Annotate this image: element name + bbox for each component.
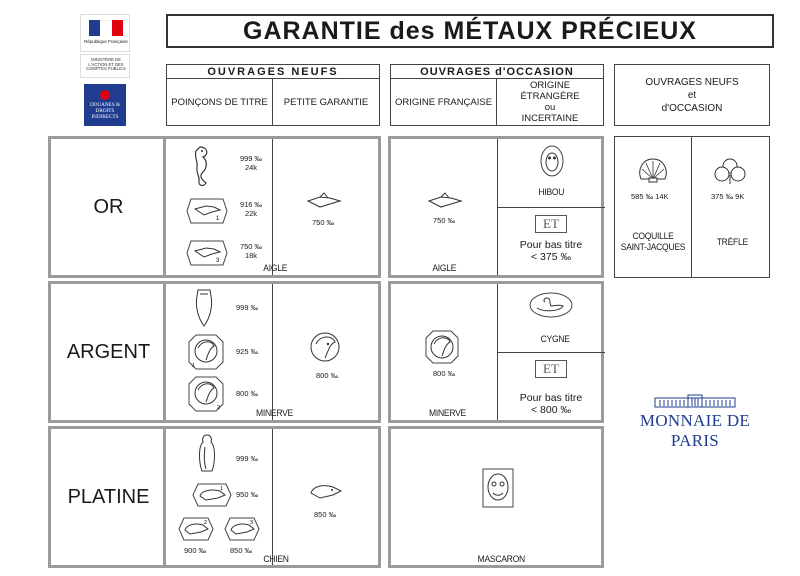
argent-999: 999 ‰ [236,303,259,312]
row-platine-neufs [163,426,381,568]
platine-999: 999 ‰ [236,454,259,463]
aigle-occasion-icon [427,191,465,213]
header-origine-etrangere [497,79,603,125]
row-label-argent [48,281,166,423]
row-argent-neufs [163,281,381,423]
chien-petite-garantie-icon [308,481,344,503]
svg-text:3: 3 [250,520,254,526]
aigle-petite-garantie-icon [306,191,344,213]
header-origine-francaise: ORIGINE FRANÇAISE [391,79,497,125]
header-neufs-occ-line2: et [687,89,697,101]
page-title-text: GARANTIE des MÉTAUX PRÉCIEUX [243,16,697,45]
pingouin-icon [196,433,218,475]
ministere-logo [80,54,130,78]
header-poincons-titre: POINÇONS DE TITRE [167,79,273,125]
chien-850-icon [224,517,260,541]
monnaie-de-paris-logo [616,394,774,450]
row-label-or-text: OR [93,195,124,218]
or-occasion-value: 750 ‰ [433,216,456,225]
svg-text:1: 1 [192,363,196,369]
chien-900-icon [178,517,214,541]
douanes-label: DOUANES & DROITS INDIRECTS [89,102,121,120]
coquille-label: COQUILLE SAINT-JACQUES [620,231,686,253]
hibou-icon [539,145,565,177]
header-origine-etr-line1: ORIGINE [529,80,571,91]
argent-petite-garantie-value: 800 ‰ [316,371,339,380]
mascaron-icon [481,467,515,509]
douanes-logo [84,84,126,126]
header-origine-etr-line4: INCERTAINE [521,113,579,124]
or-916: 916 ‰ 22k [239,200,263,218]
monnaie-de-paris-label: MONNAIE DE PARIS [639,411,751,450]
row-label-argent-text: ARGENT [66,340,151,363]
row-label-platine [48,426,166,568]
chien-950-icon [192,483,232,507]
or-occasion-aigle-label: AIGLE [432,263,457,274]
svg-text:1: 1 [220,486,224,492]
header-neufs-et-occasion [614,64,770,126]
or-999: 999 ‰ 24k [239,154,263,172]
aigle-hexagon-1-icon [186,197,228,225]
cygne-icon [529,292,573,318]
mascaron-label: MASCARON [477,554,525,565]
row-label-platine-text: PLATINE [67,485,150,508]
header-petite-garantie: PETITE GARANTIE [283,96,369,108]
coquille-icon [637,157,669,183]
argent-minerve-label: MINERVE [256,408,293,419]
or-750: 750 ‰ 18k [239,242,263,260]
minerve-800-icon [188,376,224,412]
svg-text:2: 2 [204,520,208,526]
douanes-emblem-icon [100,90,110,100]
amphore-icon [194,288,214,328]
header-neufs-occ-line1: OUVRAGES NEUFS [645,76,739,88]
minerve-petite-garantie-icon [308,330,342,364]
row-or-neufs [163,136,381,278]
row-platine-occasion [388,426,604,568]
monnaie-building-icon [654,394,736,408]
or-aigle-label: AIGLE [263,263,288,274]
trefle-value: 375 ‰ 9K [711,192,745,201]
or-bas-titre: Pour bas titre < 375 ‰ [519,239,583,263]
header-origine-etr-line2: ÉTRANGÈRE [520,91,580,102]
argent-925: 925 ‰ [236,347,259,356]
coquille-value: 585 ‰ 14K [631,192,669,201]
platine-850: 850 ‰ [230,546,253,555]
argent-et-mark: ET [535,360,567,378]
row-or-neufs-occasion [614,136,770,278]
svg-text:2: 2 [217,405,221,411]
row-label-or [48,136,166,278]
platine-petite-garantie-value: 850 ‰ [314,510,337,519]
platine-900: 900 ‰ [184,546,207,555]
argent-occasion-value: 800 ‰ [433,369,456,378]
or-petite-garantie-value: 750 ‰ [312,218,335,227]
minerve-925-icon [188,334,224,370]
row-or-occasion [388,136,604,278]
minerve-occasion-icon [425,330,459,364]
trefle-label: TRÈFLE [716,237,748,248]
or-et-mark: ET [535,215,567,233]
row-argent-occasion [388,281,604,423]
hippocampe-icon [190,145,212,189]
cygne-label: CYGNE [540,334,570,345]
platine-chien-label: CHIEN [263,554,289,565]
header-ouvrages-neufs [166,64,380,126]
trefle-icon [713,157,747,185]
argent-bas-titre: Pour bas titre < 800 ‰ [519,392,583,416]
platine-950: 950 ‰ [236,490,259,499]
ministere-label: MINISTÈRE DE L'ACTION ET DES COMPTES PUBLICS [86,57,126,72]
svg-text:1: 1 [216,216,220,222]
header-neufs-label: OUVRAGES NEUFS [167,65,379,79]
republique-label: République Française [84,39,128,44]
aigle-hexagon-3-icon [186,239,228,267]
republique-francaise-logo [80,14,130,52]
header-ouvrages-occasion [390,64,604,126]
svg-text:3: 3 [216,258,220,264]
hibou-label: HIBOU [538,187,565,198]
header-occasion-label: OUVRAGES d'OCCASION [391,65,603,79]
argent-800: 800 ‰ [236,389,259,398]
page-title [166,14,774,48]
argent-occasion-minerve-label: MINERVE [429,408,466,419]
header-origine-etr-line3: ou [544,102,556,113]
header-neufs-occ-line3: d'OCCASION [661,102,723,114]
